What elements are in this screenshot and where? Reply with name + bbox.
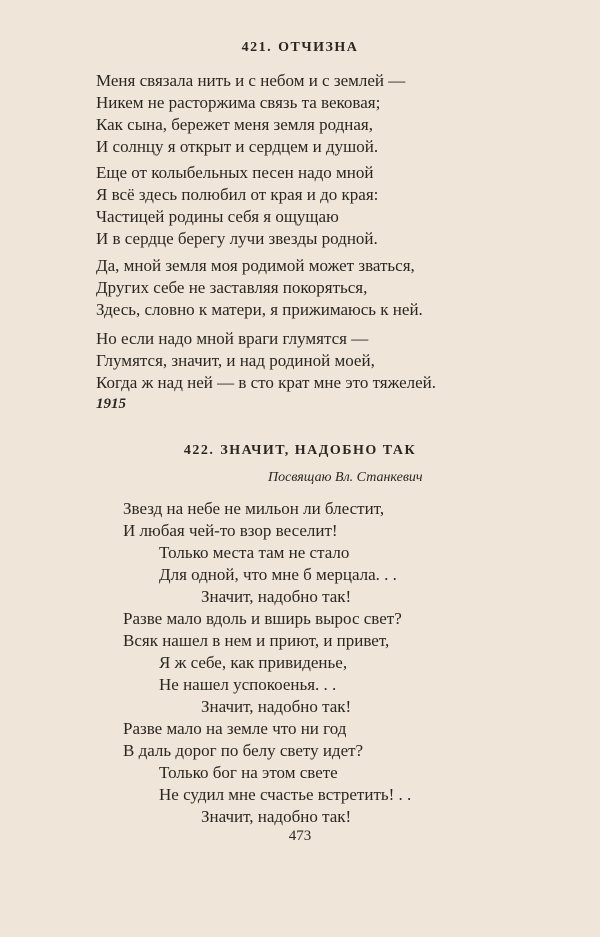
- verse-line: Не нашел успокоенья. . .: [159, 675, 337, 694]
- verse-line: И любая чей-то взор веселит!: [123, 521, 338, 540]
- stanza-3: [96, 255, 423, 321]
- poem-number: 422.: [183, 443, 215, 458]
- stanza-2: [123, 608, 402, 718]
- stanza-4: [96, 328, 436, 394]
- refrain-line: Значит, надобно так!: [201, 697, 352, 716]
- verse-line: Только места там не стало: [159, 543, 350, 562]
- poem-number: 421.: [241, 40, 273, 55]
- stanza-1: [123, 498, 397, 608]
- verse-line: Но если надо мной враги глумятся —: [96, 329, 369, 348]
- verse-line: Частицей родины себя я ощущаю: [96, 207, 339, 226]
- poem-422-heading: [0, 443, 600, 459]
- dedication: Посвящаю Вл. Станкевич: [268, 470, 423, 485]
- verse-line: Не судил мне счастье встретить! . .: [159, 785, 412, 804]
- stanza-3: [123, 718, 411, 828]
- verse-line: В даль дорог по белу свету идет?: [123, 741, 364, 760]
- verse-line: Никем не расторжима связь та вековая;: [96, 93, 381, 112]
- poem-title: ЗНАЧИТ, НАДОБНО ТАК: [220, 443, 417, 458]
- verse-line: Меня связала нить и с небом и с землей —: [96, 71, 406, 90]
- refrain-line: Значит, надобно так!: [201, 807, 352, 826]
- poem-title: ОТЧИЗНА: [278, 40, 359, 55]
- poem-421-heading: [0, 40, 600, 56]
- verse-line: Глумятся, значит, и над родиной моей,: [96, 351, 375, 370]
- verse-line: Я всё здесь полюбил от края и до края:: [96, 185, 379, 204]
- verse-line: Да, мной земля моя родимой может зваться,: [96, 256, 415, 275]
- refrain-line: Значит, надобно так!: [201, 587, 352, 606]
- poem-date: 1915: [96, 396, 126, 412]
- verse-line: Звезд на небе не мильон ли блестит,: [123, 499, 385, 518]
- verse-line: Только бог на этом свете: [159, 763, 338, 782]
- stanza-2: [96, 162, 378, 250]
- verse-line: Для одной, что мне б мерцала. . .: [159, 565, 397, 584]
- page-number: 473: [288, 828, 312, 844]
- verse-line: Разве мало на земле что ни год: [123, 719, 347, 738]
- stanza-1: [96, 70, 405, 158]
- verse-line: Как сына, бережет меня земля родная,: [96, 115, 373, 134]
- verse-line: Всяк нашел в нем и приют, и привет,: [123, 631, 390, 650]
- verse-line: Здесь, словно к матери, я прижимаюсь к ней.: [96, 300, 423, 319]
- verse-line: И в сердце берегу лучи звезды родной.: [96, 229, 378, 248]
- verse-line: Еще от колыбельных песен надо мной: [96, 163, 374, 182]
- verse-line: Я ж себе, как привиденье,: [159, 653, 348, 672]
- verse-line: Других себе не заставляя покоряться,: [96, 278, 368, 297]
- verse-line: И солнцу я открыт и сердцем и душой.: [96, 137, 379, 156]
- verse-line: Когда ж над ней — в сто крат мне это тяжелей.: [96, 373, 437, 392]
- verse-line: Разве мало вдоль и вширь вырос свет?: [123, 609, 402, 628]
